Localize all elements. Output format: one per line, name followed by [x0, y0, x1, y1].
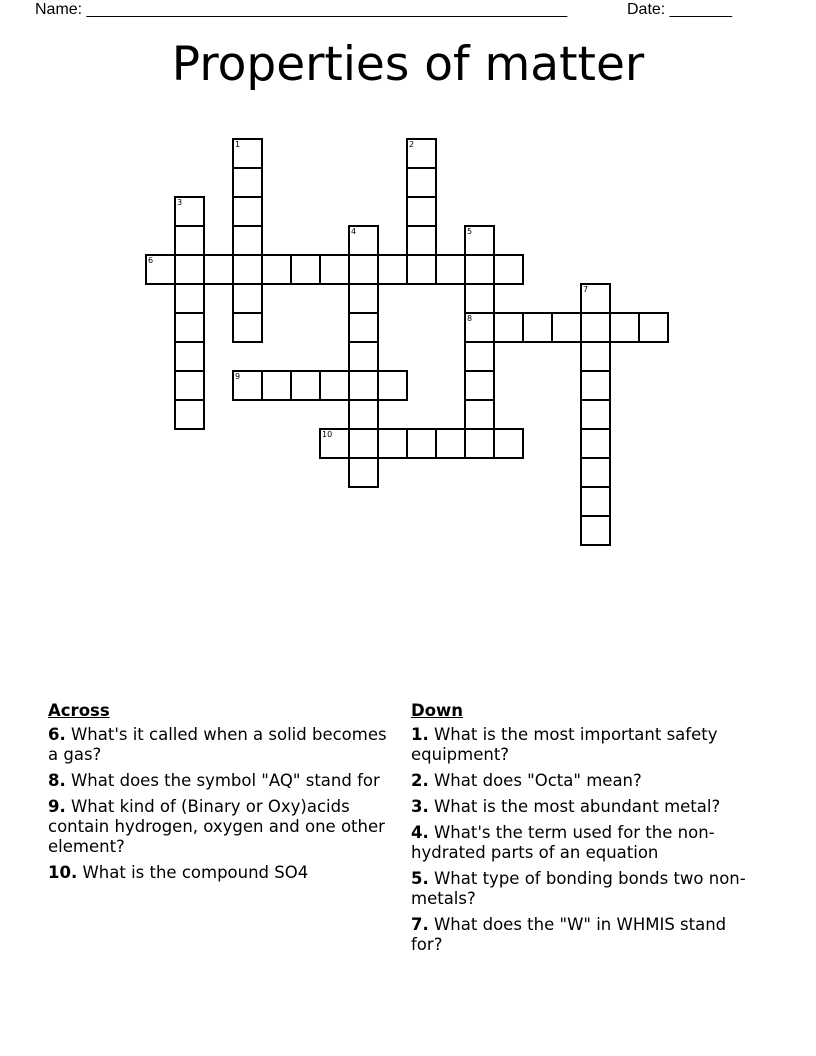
grid-cell[interactable] [232, 254, 263, 285]
grid-cell[interactable] [232, 283, 263, 314]
grid-cell[interactable] [174, 254, 205, 285]
grid-cell[interactable] [580, 370, 611, 401]
clue-number-label: 4 [351, 227, 357, 236]
grid-cell[interactable] [580, 283, 611, 314]
across-clue [48, 863, 398, 883]
grid-cell[interactable] [464, 254, 495, 285]
grid-cell[interactable] [348, 254, 379, 285]
grid-cell[interactable] [319, 428, 350, 459]
down-clues [411, 701, 761, 961]
grid-cell[interactable] [464, 370, 495, 401]
grid-cell[interactable] [435, 254, 466, 285]
grid-cell[interactable] [348, 283, 379, 314]
clue-text: What type of bonding bonds two non-metals? [411, 869, 746, 908]
grid-cell[interactable] [406, 167, 437, 198]
grid-cell[interactable] [232, 138, 263, 169]
grid-cell[interactable] [145, 254, 176, 285]
down-clue [411, 797, 761, 817]
crossword-grid [146, 139, 706, 559]
grid-cell[interactable] [348, 428, 379, 459]
grid-cell[interactable] [261, 370, 292, 401]
grid-cell[interactable] [232, 225, 263, 256]
clue-number-label: 1 [235, 140, 241, 149]
clue-number-label: 10 [322, 430, 333, 439]
grid-cell[interactable] [348, 225, 379, 256]
across-clue [48, 797, 398, 857]
clue-number: 4. [411, 823, 429, 842]
grid-cell[interactable] [319, 370, 350, 401]
grid-cell[interactable] [174, 225, 205, 256]
grid-cell[interactable] [464, 225, 495, 256]
grid-cell[interactable] [406, 225, 437, 256]
clue-text: What's it called when a solid becomes a gas? [48, 725, 387, 764]
clue-number-label: 9 [235, 372, 241, 381]
grid-cell[interactable] [406, 138, 437, 169]
clue-number-label: 7 [583, 285, 589, 294]
grid-cell[interactable] [580, 312, 611, 343]
grid-cell[interactable] [174, 370, 205, 401]
grid-cell[interactable] [261, 254, 292, 285]
grid-cell[interactable] [348, 399, 379, 430]
grid-cell[interactable] [232, 167, 263, 198]
clue-number: 7. [411, 915, 429, 934]
grid-cell[interactable] [203, 254, 234, 285]
grid-cell[interactable] [464, 399, 495, 430]
grid-cell[interactable] [232, 196, 263, 227]
clue-number: 1. [411, 725, 429, 744]
grid-cell[interactable] [580, 428, 611, 459]
grid-cell[interactable] [174, 283, 205, 314]
clue-number: 6. [48, 725, 66, 744]
grid-cell[interactable] [464, 312, 495, 343]
clue-text: What is the compound SO4 [77, 863, 309, 882]
grid-cell[interactable] [377, 428, 408, 459]
clue-number-label: 5 [467, 227, 473, 236]
page-title: Properties of matter [171, 37, 645, 92]
grid-cell[interactable] [174, 399, 205, 430]
grid-cell[interactable] [464, 341, 495, 372]
grid-cell[interactable] [348, 370, 379, 401]
grid-cell[interactable] [348, 457, 379, 488]
clue-text: What kind of (Binary or Oxy)acids contain hydrogen, oxygen and one other element? [48, 797, 385, 856]
grid-cell[interactable] [580, 341, 611, 372]
down-clue [411, 915, 761, 955]
grid-cell[interactable] [319, 254, 350, 285]
clue-number: 5. [411, 869, 429, 888]
clue-number: 2. [411, 771, 429, 790]
clue-number-label: 8 [467, 314, 473, 323]
grid-cell[interactable] [348, 341, 379, 372]
grid-cell[interactable] [377, 254, 408, 285]
grid-cell[interactable] [580, 399, 611, 430]
across-clue [48, 771, 398, 791]
clue-number-label: 6 [148, 256, 154, 265]
grid-cell[interactable] [580, 515, 611, 546]
name-field[interactable]: Name: ______________________________________________________ [35, 1, 568, 18]
grid-cell[interactable] [580, 457, 611, 488]
grid-cell[interactable] [580, 486, 611, 517]
down-clue [411, 869, 761, 909]
grid-cell[interactable] [493, 428, 524, 459]
clue-number: 3. [411, 797, 429, 816]
grid-cell[interactable] [290, 254, 321, 285]
down-heading: Down [411, 701, 464, 720]
clue-text: What does the "W" in WHMIS stand for? [411, 915, 727, 954]
grid-cell[interactable] [609, 312, 640, 343]
across-clues [48, 701, 398, 889]
grid-cell[interactable] [348, 312, 379, 343]
grid-cell[interactable] [464, 428, 495, 459]
grid-cell[interactable] [232, 370, 263, 401]
grid-cell[interactable] [464, 283, 495, 314]
grid-cell[interactable] [406, 254, 437, 285]
across-heading: Across [48, 701, 110, 720]
grid-cell[interactable] [522, 312, 553, 343]
clue-number-label: 2 [409, 140, 415, 149]
clue-number: 8. [48, 771, 66, 790]
grid-cell[interactable] [435, 428, 466, 459]
clue-number-label: 3 [177, 198, 183, 207]
grid-cell[interactable] [290, 370, 321, 401]
clue-number: 9. [48, 797, 66, 816]
grid-cell[interactable] [232, 312, 263, 343]
grid-cell[interactable] [493, 254, 524, 285]
grid-cell[interactable] [377, 370, 408, 401]
grid-cell[interactable] [551, 312, 582, 343]
grid-cell[interactable] [638, 312, 669, 343]
grid-cell[interactable] [174, 196, 205, 227]
down-clue [411, 823, 761, 863]
clue-text: What does the symbol "AQ" stand for [65, 771, 380, 790]
down-clue [411, 725, 761, 765]
clue-text: What's the term used for the non-hydrated parts of an equation [411, 823, 715, 862]
grid-cell[interactable] [174, 341, 205, 372]
grid-cell[interactable] [174, 312, 205, 343]
clue-text: What is the most abundant metal? [428, 797, 721, 816]
clue-text: What does "Octa" mean? [428, 771, 642, 790]
clue-text: What is the most important safety equipment? [411, 725, 718, 764]
grid-cell[interactable] [406, 428, 437, 459]
clue-number: 10. [48, 863, 78, 882]
date-field[interactable]: Date: _______ [627, 1, 732, 18]
grid-cell[interactable] [406, 196, 437, 227]
across-clue [48, 725, 398, 765]
down-clue [411, 771, 761, 791]
grid-cell[interactable] [493, 312, 524, 343]
